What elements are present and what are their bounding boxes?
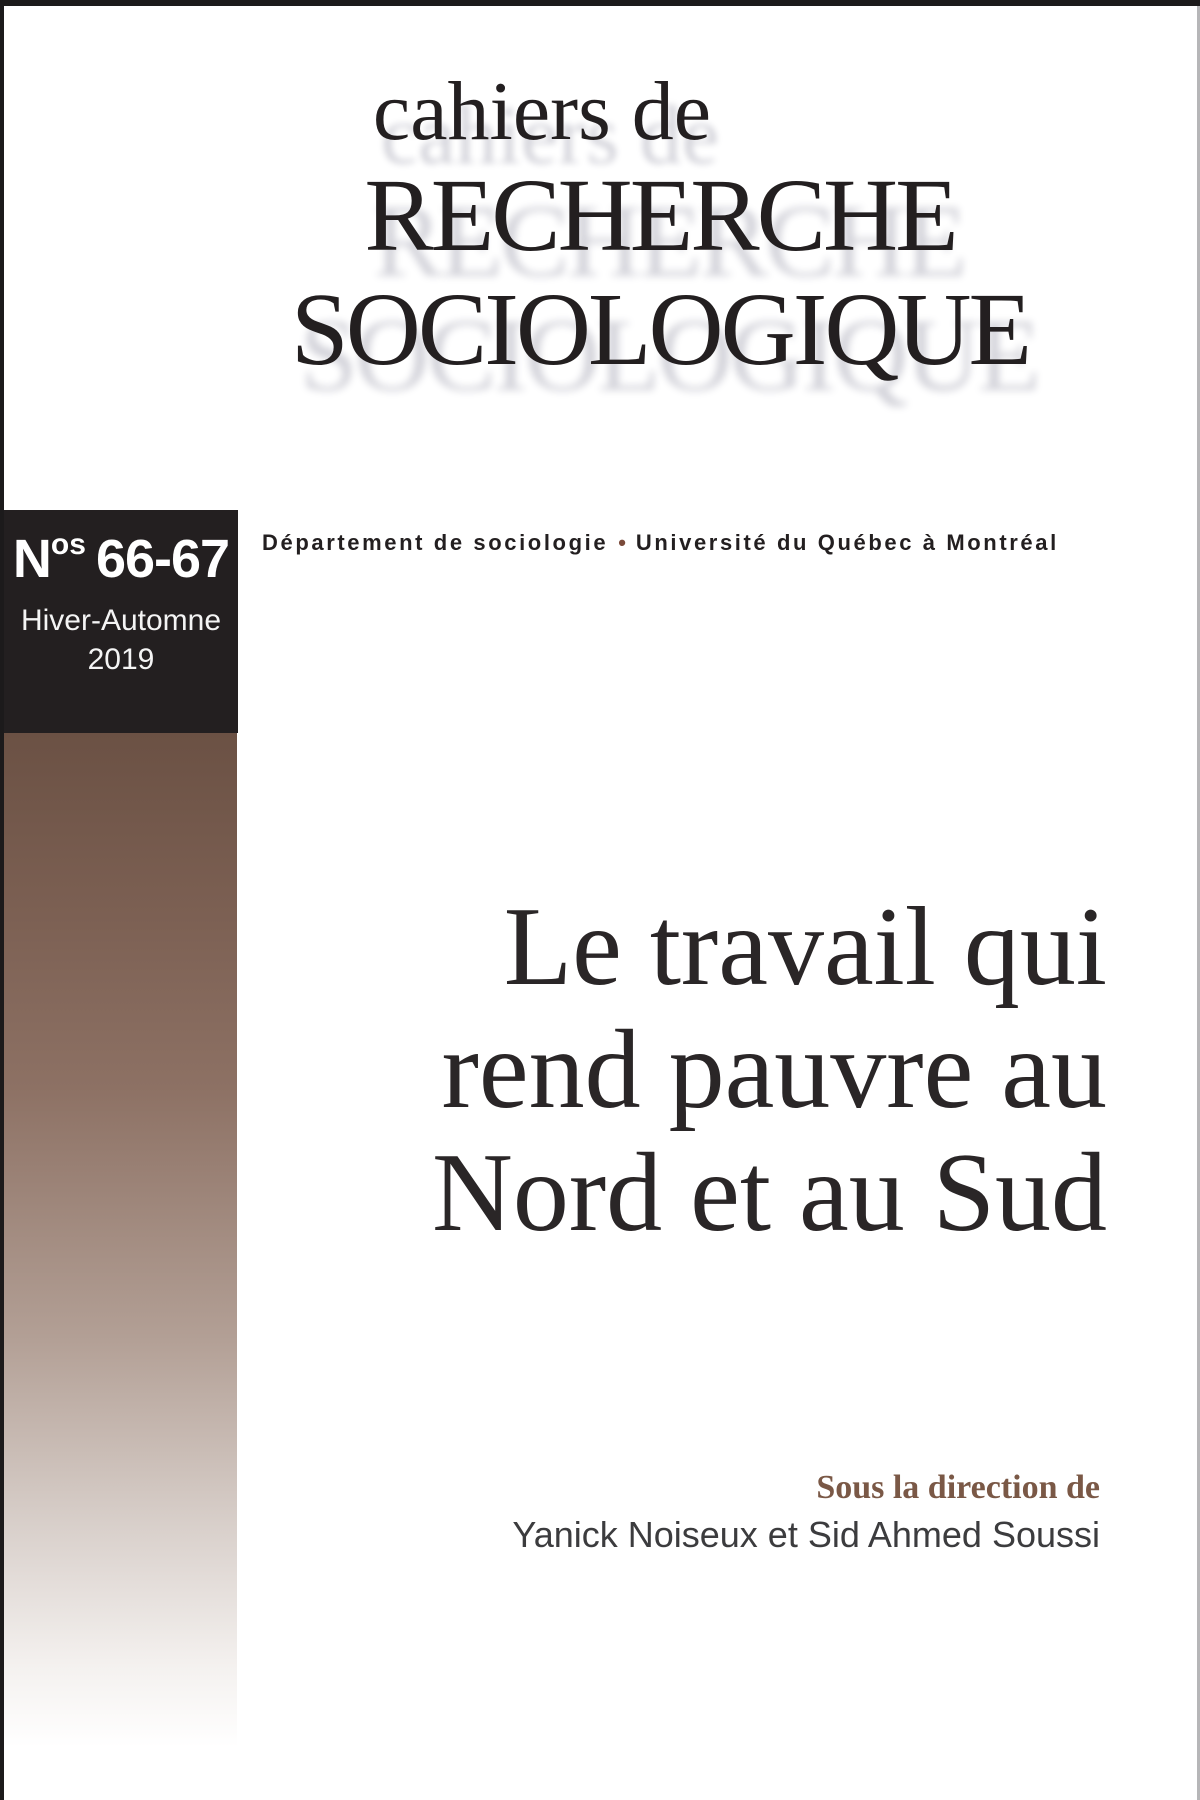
top-border	[0, 0, 1200, 6]
cover-title-line-2: rend pauvre au	[441, 1008, 1107, 1132]
cover-title-line-3: Nord et au Sud	[431, 1131, 1107, 1255]
credits	[512, 1468, 1100, 1556]
issue-box	[4, 510, 238, 733]
issue-year: 2019	[87, 643, 155, 676]
bullet-separator: •	[618, 530, 626, 555]
gradient-strip	[4, 733, 237, 1747]
cover-title	[432, 886, 1107, 1255]
issue-number	[4, 528, 238, 589]
masthead-sociologique: SOCIOLOGIQUE	[290, 272, 1030, 387]
affiliation-line	[262, 530, 1059, 556]
issue-season: Hiver-Automne	[20, 604, 222, 637]
affiliation-department: Département de sociologie	[262, 530, 609, 555]
masthead-recherche: RECHERCHE	[364, 158, 956, 273]
issue-number-value: 66-67	[95, 529, 230, 589]
masthead-cahiers-de: cahiers de	[372, 65, 712, 158]
affiliation-university: Université du Québec à Montréal	[635, 530, 1059, 555]
issue-number-prefix: N	[12, 529, 51, 589]
issue-number-superscript: os	[50, 528, 86, 561]
credits-editors: Yanick Noiseux et Sid Ahmed Soussi	[512, 1513, 1100, 1555]
cover-title-line-1: Le travail qui	[503, 885, 1107, 1009]
credits-intro: Sous la direction de	[816, 1469, 1100, 1506]
